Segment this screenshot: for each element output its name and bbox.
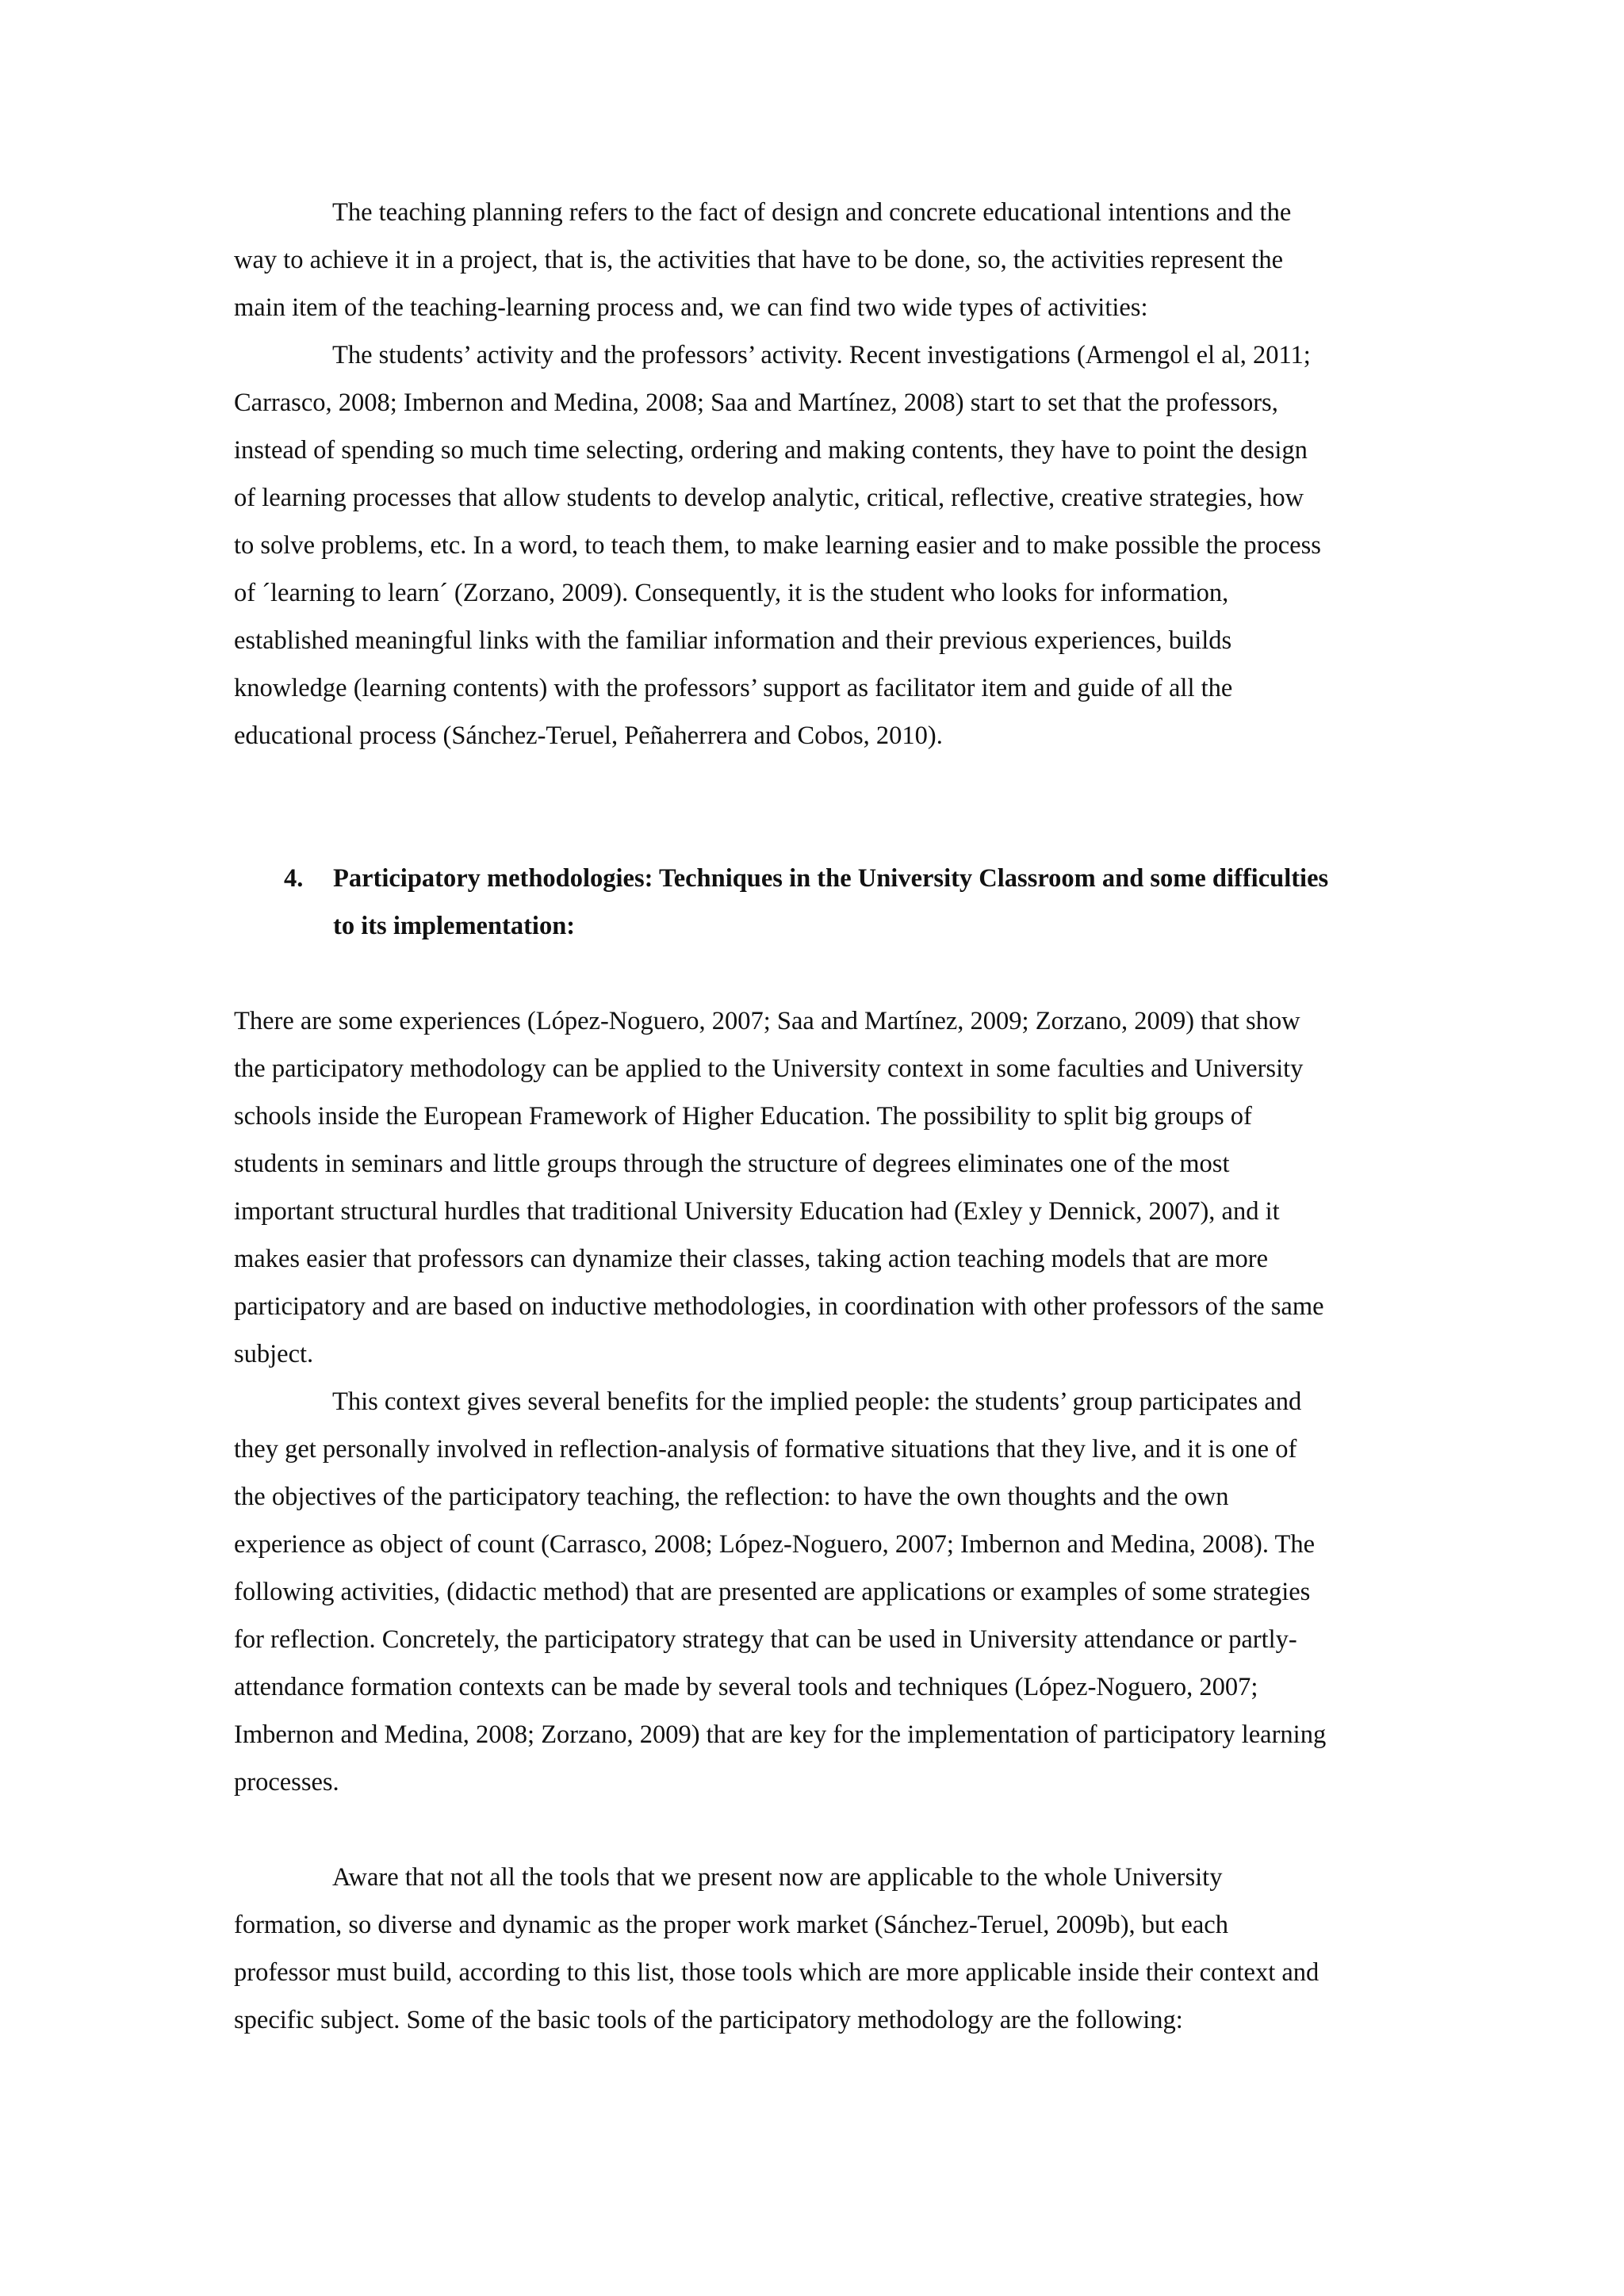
text-line: professor must build, according to this list, those tools which are more applicable inside their context and (234, 1958, 1320, 1987)
text-line: participatory and are based on inductive methodologies, in coordination with other professors of the same (234, 1292, 1324, 1321)
text-line: educational process (Sánchez-Teruel, Peñaherrera and Cobos, 2010). (234, 721, 943, 750)
section-title-line: to its implementation: (333, 912, 576, 940)
section-title-line: Participatory methodologies: Techniques in the University Classroom and some difficulties (333, 864, 1329, 893)
text-line: specific subject. Some of the basic tools of the participatory methodology are the following: (234, 2006, 1183, 2034)
text-line: experience as object of count (Carrasco, 2008; López-Noguero, 2007; Imbernon and Medina, 2008). The (234, 1530, 1316, 1559)
text-line: students in seminars and little groups through the structure of degrees eliminates one of the most (234, 1150, 1230, 1178)
text-line: There are some experiences (López-Noguero, 2007; Saa and Martínez, 2009; Zorzano, 2009) that show (234, 1007, 1300, 1035)
text-line: schools inside the European Framework of Higher Education. The possibility to split big groups of (234, 1102, 1252, 1131)
text-line: makes easier that professors can dynamize their classes, taking action teaching models that are more (234, 1245, 1269, 1273)
text-line: they get personally involved in reflection-analysis of formative situations that they live, and it is one of (234, 1435, 1297, 1464)
paragraph-tools (234, 1854, 1400, 2044)
paragraph-teaching-planning (234, 189, 1400, 331)
text-line: Imbernon and Medina, 2008; Zorzano, 2009) that are key for the implementation of participatory learning (234, 1720, 1327, 1749)
paragraph-experiences (234, 997, 1400, 1378)
text-line: The students’ activity and the professors’ activity. Recent investigations (Armengol el al, 2011; (332, 341, 1311, 369)
text-line: Aware that not all the tools that we present now are applicable to the whole University (332, 1863, 1223, 1892)
text-line: processes. (234, 1768, 339, 1797)
text-line: following activities, (didactic method) that are presented are applications or examples of some strategies (234, 1578, 1311, 1606)
text-line: to solve problems, etc. In a word, to teach them, to make learning easier and to make possible the process (234, 531, 1321, 560)
text-line: the objectives of the participatory teaching, the reflection: to have the own thoughts and the own (234, 1483, 1229, 1511)
section-heading (284, 855, 1410, 950)
text-line: important structural hurdles that traditional University Education had (Exley y Dennick, 2007), and it (234, 1197, 1280, 1226)
text-line: of ´learning to learn´ (Zorzano, 2009). Consequently, it is the student who looks for information, (234, 579, 1229, 607)
text-line: established meaningful links with the familiar information and their previous experiences, builds (234, 626, 1232, 655)
paragraph-context-benefits (234, 1378, 1400, 1806)
text-line: of learning processes that allow students to develop analytic, critical, reflective, creative strategies, how (234, 484, 1304, 512)
text-line: attendance formation contexts can be made by several tools and techniques (López-Noguero, 2007; (234, 1673, 1258, 1701)
text-line: knowledge (learning contents) with the professors’ support as facilitator item and guide of all the (234, 674, 1233, 702)
text-line: the participatory methodology can be applied to the University context in some faculties and University (234, 1054, 1304, 1083)
text-line: subject. (234, 1340, 314, 1368)
text-line: Carrasco, 2008; Imbernon and Medina, 2008; Saa and Martínez, 2008) start to set that the professors, (234, 388, 1278, 417)
section-number: 4. (284, 864, 304, 893)
text-line: The teaching planning refers to the fact of design and concrete educational intentions and the (332, 198, 1292, 227)
section-title (284, 855, 1410, 950)
text-line: way to achieve it in a project, that is, the activities that have to be done, so, the activities represent the (234, 246, 1284, 274)
paragraph-students-activity (234, 331, 1400, 760)
text-line: This context gives several benefits for the implied people: the students’ group participates and (332, 1387, 1302, 1416)
text-line: for reflection. Concretely, the participatory strategy that can be used in University attendance or partly- (234, 1625, 1297, 1654)
text-line: formation, so diverse and dynamic as the proper work market (Sánchez-Teruel, 2009b), but each (234, 1911, 1228, 1939)
text-line: main item of the teaching-learning process and, we can find two wide types of activities: (234, 293, 1148, 322)
text-line: instead of spending so much time selecting, ordering and making contents, they have to point the design (234, 436, 1308, 465)
